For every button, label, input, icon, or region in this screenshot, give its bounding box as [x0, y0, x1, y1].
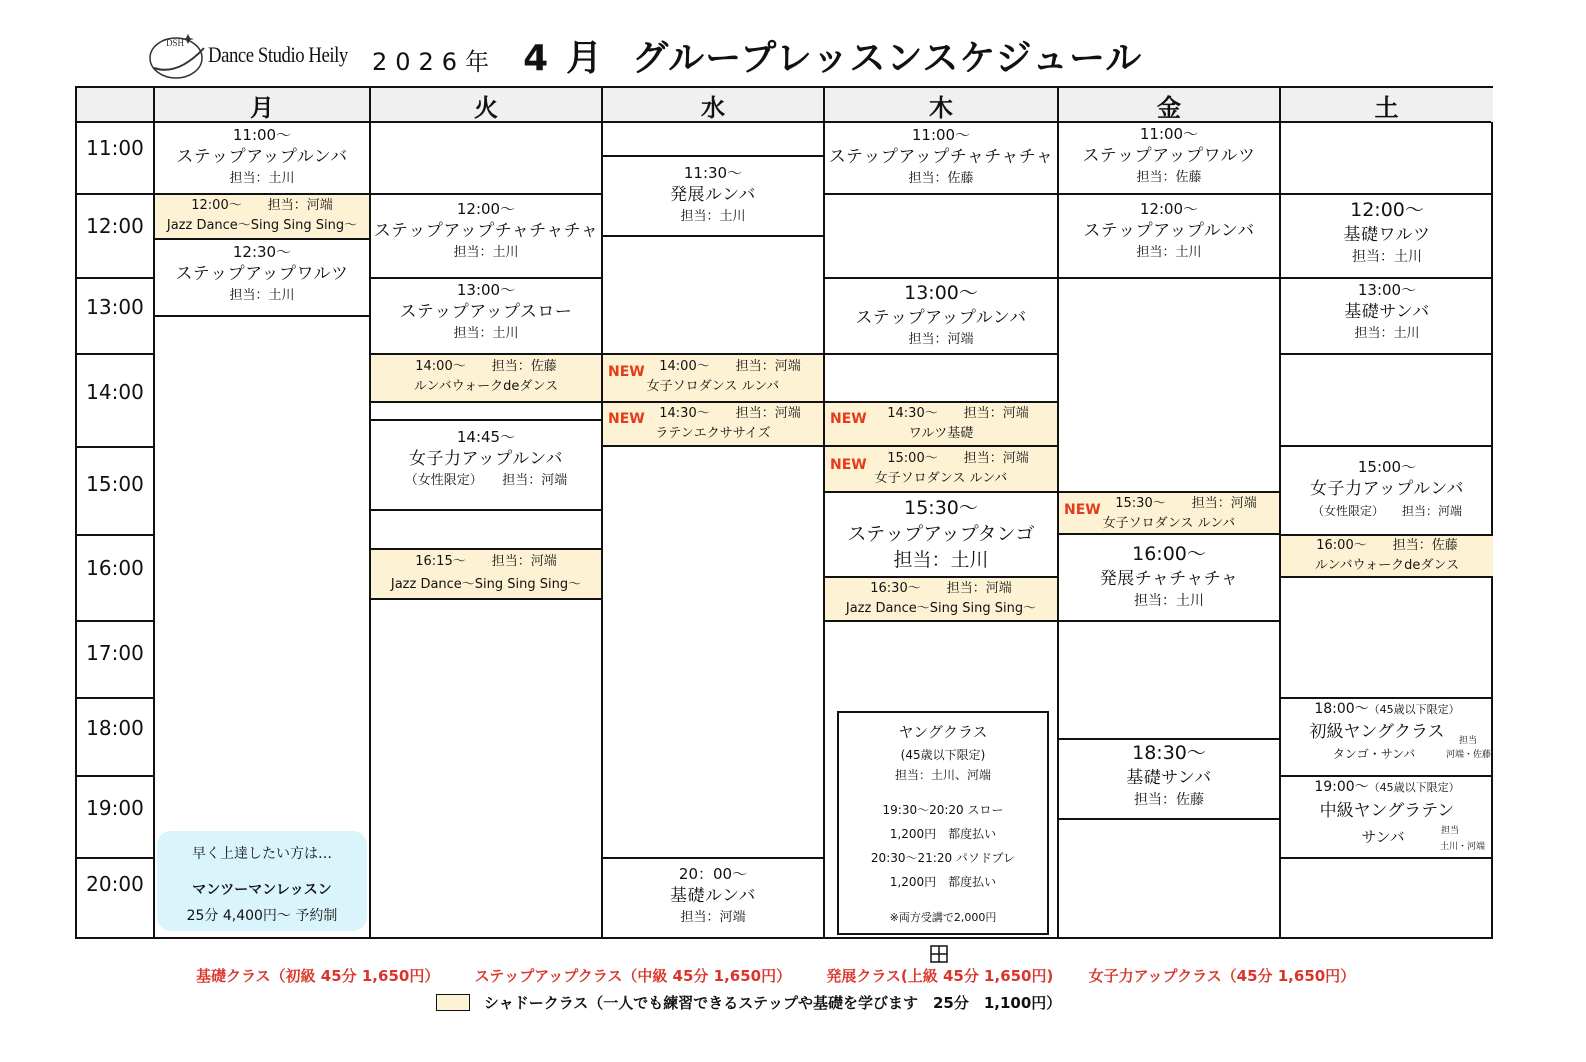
- class-fri-stepup-waltz[interactable]: [1059, 123, 1279, 193]
- callout-line3: 25分 4,400円〜 予約制: [186, 908, 338, 924]
- class-name: 発展ルンバ: [670, 185, 756, 205]
- class-note-teacher: （女性限定） 担当：河端: [404, 473, 568, 488]
- legend-basic: 基礎クラス（初級 45分 1,650円）: [196, 967, 440, 985]
- class-teacher: 担当：河端: [680, 910, 746, 925]
- class-name: ラテンエクササイズ: [655, 426, 771, 441]
- callout-line1: 早く上達したい方は…: [192, 846, 332, 862]
- class-sat-women-rumba[interactable]: [1281, 447, 1493, 534]
- class-time-teacher: 15:30〜 担当：河端: [1115, 496, 1257, 511]
- callout-line2: マンツーマンレッスン: [192, 882, 332, 898]
- class-teacher: 担当：河端: [908, 332, 974, 347]
- legend-stepup: ステップアップクラス（中級 45分 1,650円）: [474, 967, 792, 985]
- class-name: 女子力アップルンバ: [1309, 479, 1464, 499]
- class-fri-advanced-chachacha[interactable]: [1059, 535, 1279, 620]
- young-line4: 1,200円 都度払い: [889, 875, 997, 889]
- time-divider: [77, 353, 154, 355]
- class-time: 11:00〜: [232, 126, 292, 144]
- class-time: 15:30〜: [904, 497, 978, 519]
- class-fri-stepup-rumba[interactable]: [1059, 195, 1279, 277]
- class-name: 基礎ルンバ: [670, 886, 756, 906]
- time-label: 13:00: [86, 295, 144, 319]
- young-line3: 20:30〜21:20 パソドブレ: [870, 851, 1016, 865]
- title-month-suffix: 月: [566, 38, 603, 79]
- class-tue-stepup-chachacha[interactable]: [371, 195, 601, 277]
- class-name: ステップアップルンバ: [1083, 221, 1255, 241]
- new-badge: NEW: [830, 457, 867, 473]
- class-time: 15:00〜: [1357, 458, 1417, 476]
- legend-advanced: 発展クラス(上級 45分 1,650円): [826, 967, 1054, 985]
- class-time: 13:00〜: [1357, 281, 1417, 299]
- class-thu-stepup-tango[interactable]: [825, 493, 1057, 577]
- corner-cell: [77, 88, 154, 122]
- time-divider: [77, 193, 154, 195]
- class-time-teacher: 16:00〜 担当：佐藤: [1316, 538, 1458, 553]
- day-header-tue: 火: [370, 88, 602, 122]
- svg-text:DSH: DSH: [166, 38, 185, 48]
- class-teacher: 担当：佐藤: [1134, 792, 1204, 808]
- class-mon-jazz[interactable]: [155, 195, 369, 238]
- class-time-teacher: 14:30〜 担当：河端: [659, 406, 801, 421]
- class-sat-basic-waltz[interactable]: [1281, 195, 1493, 277]
- time-divider: [77, 446, 154, 448]
- class-tue-stepup-slow[interactable]: [371, 279, 601, 353]
- class-thu-jazz[interactable]: [825, 578, 1057, 620]
- title-schedule: グループレッスンスケジュール: [632, 38, 1143, 79]
- class-thu-stepup-chachacha[interactable]: [825, 123, 1057, 193]
- class-wed-women-solo-rumba[interactable]: [603, 355, 823, 401]
- shadow-swatch: [436, 994, 470, 1011]
- class-name: 女子力アップルンバ: [408, 449, 563, 469]
- class-name: 女子ソロダンス ルンバ: [1102, 516, 1236, 531]
- schedule-grid: [75, 86, 1493, 939]
- class-time-teacher: 15:00〜 担当：河端: [887, 451, 1029, 466]
- time-divider: [77, 620, 154, 622]
- class-teacher: 担当：土川: [1354, 326, 1420, 341]
- class-thu-stepup-rumba[interactable]: [825, 279, 1057, 353]
- class-tue-women-rumba[interactable]: [371, 421, 601, 509]
- class-time-teacher: 14:30〜 担当：河端: [887, 406, 1029, 421]
- class-name: ステップアップタンゴ: [847, 523, 1035, 545]
- new-badge: NEW: [830, 411, 867, 427]
- logo-text: Dance Studio Heily: [208, 42, 348, 67]
- class-fri-basic-samba[interactable]: [1059, 740, 1279, 818]
- class-teacher: 担当：土川: [229, 288, 295, 303]
- time-divider: [77, 534, 154, 536]
- class-thu-women-solo-rumba[interactable]: [825, 447, 1057, 491]
- logo-mark-icon: [148, 28, 210, 82]
- class-name: 初級ヤングクラス: [1309, 722, 1445, 742]
- class-name: ステップアップスロー: [399, 302, 573, 322]
- young-title: ヤングクラス: [898, 723, 988, 741]
- time-label: 20:00: [86, 872, 144, 896]
- time-label: 19:00: [86, 796, 144, 820]
- class-teacher: 土川・河端: [1439, 842, 1485, 852]
- class-wed-basic-rumba[interactable]: [603, 859, 823, 939]
- class-wed-latin-exercise[interactable]: [603, 403, 823, 445]
- young-line1: 19:30〜20:20 スロー: [882, 803, 1004, 817]
- class-name: ルンバウォークdeダンス: [1314, 558, 1460, 573]
- new-badge: NEW: [608, 411, 645, 427]
- class-time: 12:30〜: [232, 243, 292, 261]
- title-month: 4: [523, 38, 549, 79]
- class-time-teacher: 12:00〜 担当：河端: [191, 198, 333, 213]
- time-divider: [77, 857, 154, 859]
- class-level-legend: [196, 965, 1385, 986]
- time-label: 14:00: [86, 380, 144, 404]
- class-wed-advanced-rumba[interactable]: [603, 157, 823, 235]
- class-time: 13:00〜: [456, 281, 516, 299]
- time-divider: [77, 697, 154, 699]
- day-header-thu: 木: [824, 88, 1058, 122]
- class-name: Jazz Dance〜Sing Sing Sing〜: [845, 601, 1037, 616]
- studio-logo: [148, 28, 348, 82]
- page-title: [372, 30, 1142, 81]
- new-badge: NEW: [608, 364, 645, 380]
- class-teacher: 担当：土川: [453, 326, 519, 341]
- day-header-sat: 土: [1280, 88, 1493, 122]
- class-name: 基礎ワルツ: [1343, 225, 1431, 245]
- class-teacher: 担当：土川: [453, 245, 519, 260]
- class-time: 11:30〜: [683, 164, 743, 182]
- class-teacher: 担当：佐藤: [1136, 170, 1202, 185]
- class-name: 女子ソロダンス ルンバ: [646, 379, 780, 394]
- time-label: 11:00: [86, 136, 144, 160]
- young-line5: ※両方受講で2,000円: [889, 911, 997, 924]
- class-name: 基礎サンバ: [1344, 302, 1430, 322]
- time-divider: [77, 277, 154, 279]
- time-divider: [77, 775, 154, 777]
- plus-box-icon: [930, 945, 948, 963]
- class-name: ステップアップルンバ: [855, 308, 1027, 328]
- class-time-note: 19:00〜（45歳以下限定）: [1314, 779, 1460, 795]
- class-thu-waltz-basics[interactable]: [825, 403, 1057, 445]
- class-teacher: 担当：土川: [893, 549, 989, 571]
- class-sat-basic-samba[interactable]: [1281, 279, 1493, 353]
- legend-women: 女子力アップクラス（45分 1,650円）: [1088, 967, 1356, 985]
- class-note-teacher: （女性限定） 担当：河端: [1311, 504, 1463, 518]
- time-label: 12:00: [86, 214, 144, 238]
- class-time-teacher: 16:15〜 担当：河端: [415, 554, 557, 569]
- class-sat-rumba-walk[interactable]: [1281, 536, 1493, 576]
- class-name: 基礎サンバ: [1126, 768, 1212, 788]
- class-time: 11:00〜: [1139, 125, 1199, 143]
- class-tue-jazz[interactable]: [371, 550, 601, 598]
- class-time: 12:00〜: [1350, 199, 1424, 221]
- class-time: 18:30〜: [1132, 742, 1206, 764]
- class-fri-women-solo-rumba[interactable]: [1059, 493, 1279, 533]
- class-name: ワルツ基礎: [908, 426, 974, 441]
- class-time: 16:00〜: [1132, 543, 1206, 565]
- class-teacher: 担当：土川: [1136, 245, 1202, 260]
- class-name: ルンバウォークdeダンス: [413, 379, 559, 394]
- class-teacher: 河端・佐藤: [1445, 750, 1491, 760]
- class-time: 20：00〜: [678, 865, 748, 883]
- class-time-teacher: 14:00〜 担当：河端: [659, 359, 801, 374]
- class-time: 12:00〜: [1139, 200, 1199, 218]
- class-time: 14:45〜: [456, 428, 516, 446]
- class-teacher: 担当：土川: [1352, 249, 1422, 265]
- class-sub: サンバ: [1361, 828, 1405, 846]
- class-sat-beginner-young[interactable]: [1281, 699, 1493, 775]
- class-teacher-label: 担当: [1440, 826, 1459, 836]
- time-label: 18:00: [86, 716, 144, 740]
- class-tue-rumba-walk[interactable]: [371, 355, 601, 401]
- time-label: 17:00: [86, 641, 144, 665]
- class-name: ステップアップチャチャチャ: [373, 221, 599, 241]
- young-note: (45歳以下限定): [900, 748, 986, 762]
- class-time: 11:00〜: [911, 126, 971, 144]
- class-time: 13:00〜: [904, 282, 978, 304]
- class-sat-intermediate-young[interactable]: [1281, 777, 1493, 857]
- class-name: 発展チャチャチャ: [1099, 569, 1239, 589]
- class-time-note: 18:00〜（45歳以下限定）: [1314, 701, 1460, 717]
- young-teacher: 担当：土川、河端: [894, 768, 991, 782]
- class-mon-stepup-rumba[interactable]: [155, 123, 369, 193]
- private-lesson-callout[interactable]: [157, 831, 367, 931]
- day-header-fri: 金: [1058, 88, 1280, 122]
- legend-shadow: シャドークラス（一人でも練習できるステップや基礎を学びます 25分 1,100円）: [484, 994, 1062, 1012]
- shadow-class-legend: [436, 992, 1061, 1013]
- class-time-teacher: 14:00〜 担当：佐藤: [415, 359, 557, 374]
- class-teacher: 担当：土川: [1134, 593, 1204, 609]
- class-name: ステップアップルンバ: [176, 147, 348, 167]
- class-name: Jazz Dance〜Sing Sing Sing〜: [166, 218, 358, 233]
- class-teacher-label: 担当: [1458, 736, 1477, 746]
- class-name: ステップアップワルツ: [175, 264, 349, 284]
- class-name: ステップアップワルツ: [1082, 146, 1256, 166]
- class-teacher: 担当：佐藤: [908, 171, 974, 186]
- class-sub: タンゴ・サンバ: [1332, 747, 1416, 761]
- time-label: 15:00: [86, 472, 144, 496]
- new-badge: NEW: [1064, 502, 1101, 518]
- class-mon-stepup-waltz[interactable]: [155, 240, 369, 316]
- class-time-teacher: 16:30〜 担当：河端: [870, 581, 1012, 596]
- young-class-box[interactable]: [837, 711, 1049, 935]
- class-name: Jazz Dance〜Sing Sing Sing〜: [390, 577, 582, 592]
- class-teacher: 担当：土川: [229, 171, 295, 186]
- day-header-mon: 月: [154, 88, 370, 122]
- class-name: ステップアップチャチャチャ: [828, 147, 1054, 167]
- class-teacher: 担当：土川: [680, 209, 746, 224]
- class-name: 女子ソロダンス ルンバ: [874, 471, 1008, 486]
- title-year: 2026年: [372, 48, 498, 76]
- time-label: 16:00: [86, 556, 144, 580]
- young-line2: 1,200円 都度払い: [889, 827, 997, 841]
- day-header-wed: 水: [602, 88, 824, 122]
- class-time: 12:00〜: [456, 200, 516, 218]
- class-name: 中級ヤングラテン: [1319, 801, 1455, 821]
